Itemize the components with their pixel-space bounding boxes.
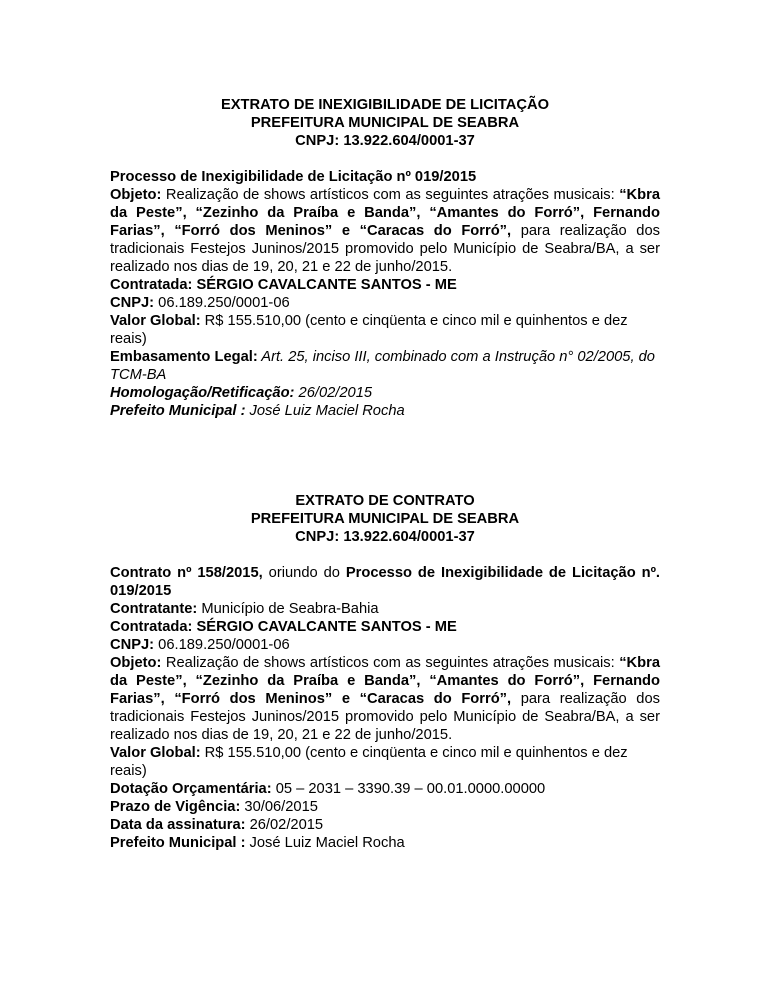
cnpj-line: CNPJ: 06.189.250/0001-06	[110, 295, 290, 311]
prazo-line: Prazo de Vigência: 30/06/2015	[110, 799, 318, 815]
dotacao-line: Dotação Orçamentária: 05 – 2031 – 3390.39 – 00.01.0000.00000	[110, 781, 546, 797]
contratada-line: Contratada: SÉRGIO CAVALCANTE SANTOS - ME	[110, 277, 457, 293]
valor-line: Valor Global: R$ 155.510,00 (cento e cinqüenta e cinco mil e quinhentos e dez reais)	[110, 313, 628, 347]
title-line-3: CNPJ: 13.922.604/0001-37	[295, 133, 475, 149]
title-line-3: CNPJ: 13.922.604/0001-37	[295, 529, 475, 545]
objeto-paragraph: Objeto: Realização de shows artísticos com as seguintes atrações musicais: “Kbra da Peste”, “Zezinho da Praíba e Banda”, “Amantes do Forró”, Fernando Farias”, “Forró dos Meninos” e “Caracas do Forró”, para realização dos tradicionais Festejos Juninos/2015 promovido pelo Município de Seabra/BA, a ser realizado nos dias de 19, 20, 21 e 22 de junho/2015.	[110, 655, 660, 743]
homologacao-line: Homologação/Retificação: 26/02/2015	[110, 385, 373, 401]
title-line-1: EXTRATO DE INEXIGIBILIDADE DE LICITAÇÃO	[220, 97, 550, 113]
document-page	[110, 96, 660, 852]
title-line-2: PREFEITURA MUNICIPAL DE SEABRA	[250, 115, 520, 131]
embasamento-line: Embasamento Legal: Art. 25, inciso III, combinado com a Instrução n° 02/2005, do TCM-BA	[110, 349, 655, 383]
valor-line: Valor Global: R$ 155.510,00 (cento e cinqüenta e cinco mil e quinhentos e dez reais)	[110, 745, 628, 779]
contratada-line: Contratada: SÉRGIO CAVALCANTE SANTOS - ME	[110, 619, 457, 635]
title-line-2: PREFEITURA MUNICIPAL DE SEABRA	[250, 511, 520, 527]
data-assinatura-line: Data da assinatura: 26/02/2015	[110, 817, 324, 833]
prefeito-line: Prefeito Municipal : José Luiz Maciel Rocha	[110, 403, 405, 419]
title-line-1: EXTRATO DE CONTRATO	[295, 493, 475, 509]
contrato-line: Contrato nº 158/2015, oriundo do Processo de Inexigibilidade de Licitação nº. 019/2015	[110, 565, 661, 599]
prefeito-line: Prefeito Municipal : José Luiz Maciel Rocha	[110, 835, 405, 851]
cnpj-line: CNPJ: 06.189.250/0001-06	[110, 637, 290, 653]
extract-inexigibilidade	[110, 96, 660, 420]
contratante-line: Contratante: Município de Seabra-Bahia	[110, 601, 379, 617]
objeto-paragraph: Objeto: Realização de shows artísticos com as seguintes atrações musicais: “Kbra da Peste”, “Zezinho da Praíba e Banda”, “Amantes do Forró”, Fernando Farias”, “Forró dos Meninos” e “Caracas do Forró”, para realização dos tradicionais Festejos Juninos/2015 promovido pelo Município de Seabra/BA, a ser realizado nos dias de 19, 20, 21 e 22 de junho/2015.	[110, 187, 660, 275]
process-line: Processo de Inexigibilidade de Licitação nº 019/2015	[110, 169, 477, 185]
extract-contrato	[110, 492, 660, 852]
